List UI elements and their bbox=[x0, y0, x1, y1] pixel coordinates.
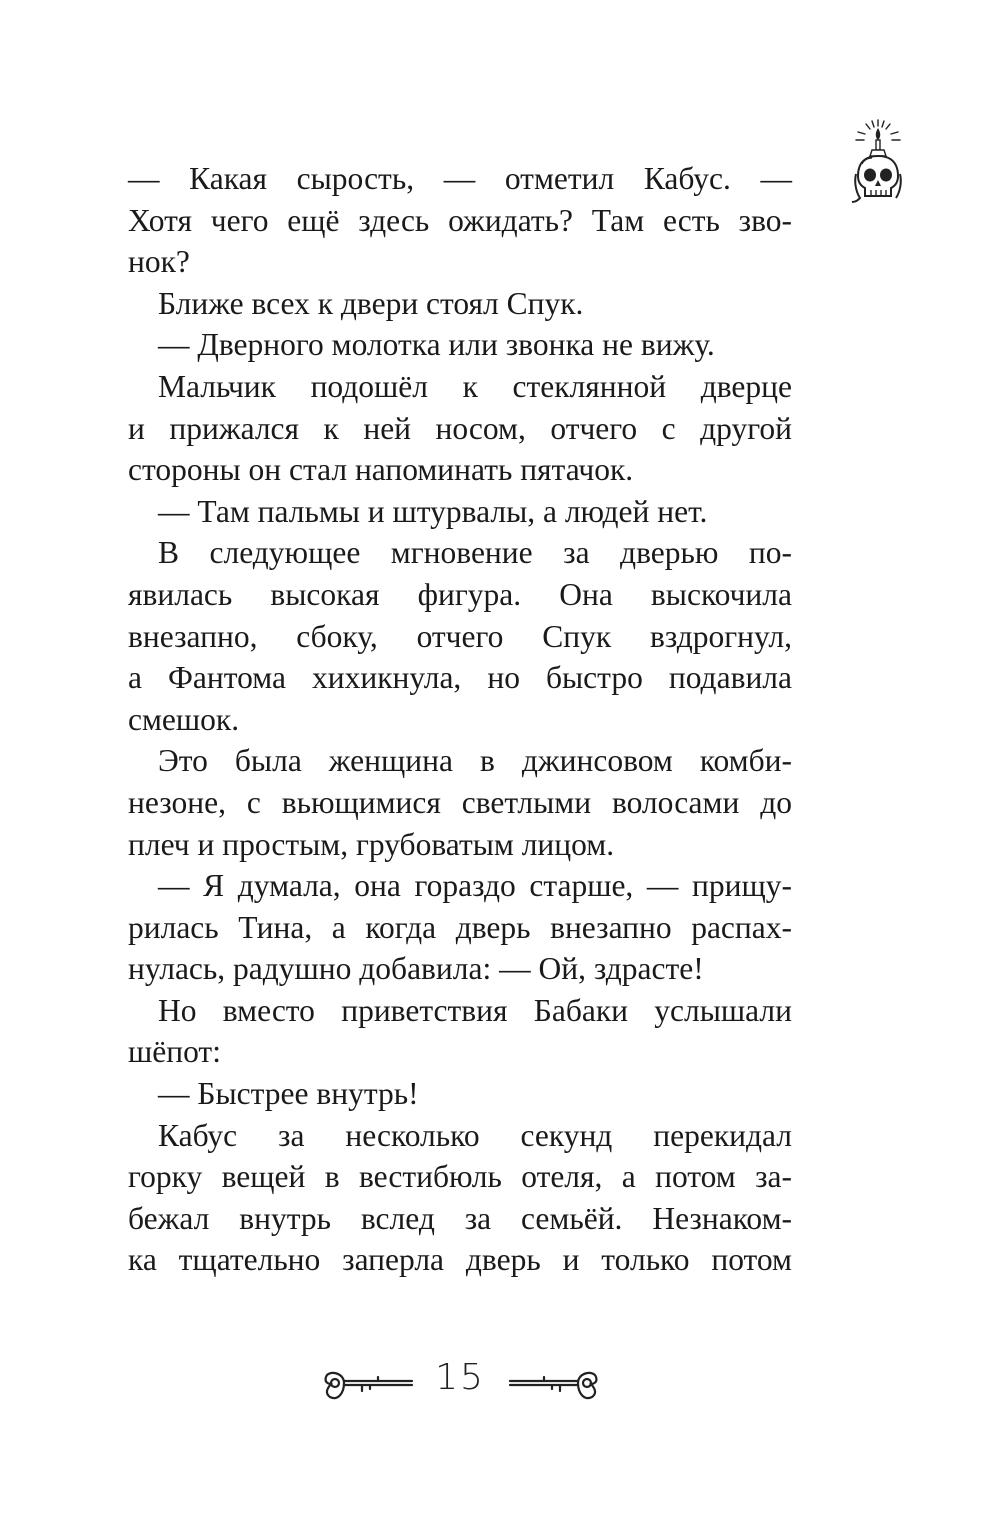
candle-skull-icon bbox=[838, 118, 918, 204]
text-line: стороны он стал напоминать пятачок. bbox=[128, 452, 634, 488]
text-line: шёпот: bbox=[128, 1034, 221, 1070]
text-line: Кабус за несколько секунд перекидал bbox=[158, 1117, 792, 1153]
text-line: Это была женщина в джинсовом комби- bbox=[158, 743, 792, 779]
body-text bbox=[128, 158, 792, 1281]
text-line: смешок. bbox=[128, 701, 240, 737]
text-line: Мальчик подошёл к стеклянной дверце bbox=[158, 368, 792, 404]
text-line: и прижался к ней носом, отчего с другой bbox=[128, 410, 792, 446]
text-line: внезапно, сбоку, отчего Спук вздрогнул, bbox=[128, 618, 792, 654]
text-line: бежал внутрь вслед за семьёй. Незнаком- bbox=[128, 1200, 792, 1236]
text-line: — Быстрее внутрь! bbox=[158, 1076, 419, 1112]
text-line: Хотя чего ещё здесь ожидать? Там есть зво- bbox=[128, 202, 792, 238]
text-line: нулась, радушно добавила: — Ой, здрасте! bbox=[128, 951, 704, 987]
key-right-icon bbox=[508, 1363, 600, 1403]
text-line: — Дверного молотка или звонка не вижу. bbox=[158, 327, 715, 363]
text-line: плеч и простым, грубоватым лицом. bbox=[128, 826, 615, 862]
text-line: — Какая сырость, — отметил Кабус. — bbox=[128, 161, 792, 196]
text-line: Ближе всех к двери стоял Спук. bbox=[158, 285, 584, 321]
text-line: нок? bbox=[128, 244, 190, 280]
page-number: 15 bbox=[435, 1357, 485, 1398]
text-line: ка тщательно заперла дверь и только потом bbox=[128, 1242, 792, 1278]
page-footer bbox=[0, 1355, 1000, 1415]
text-line: В следующее мгновение за дверью по- bbox=[158, 535, 792, 571]
text-line: Но вместо приветствия Бабаки услышали bbox=[158, 992, 792, 1028]
text-line: незоне, с вьющимися светлыми волосами до bbox=[128, 784, 792, 820]
text-line: явилась высокая фигура. Она выскочила bbox=[128, 576, 792, 612]
text-line: — Я думала, она гораздо старше, — прищу- bbox=[158, 868, 792, 904]
text-line: горку вещей в вестибюль отеля, а потом за- bbox=[128, 1159, 792, 1195]
text-line: рилась Тина, а когда дверь внезапно распах- bbox=[128, 909, 792, 945]
text-line: а Фантома хихикнула, но быстро подавила bbox=[128, 660, 792, 696]
key-left-icon bbox=[322, 1363, 414, 1403]
text-line: — Там пальмы и штурвалы, а людей нет. bbox=[158, 493, 708, 529]
